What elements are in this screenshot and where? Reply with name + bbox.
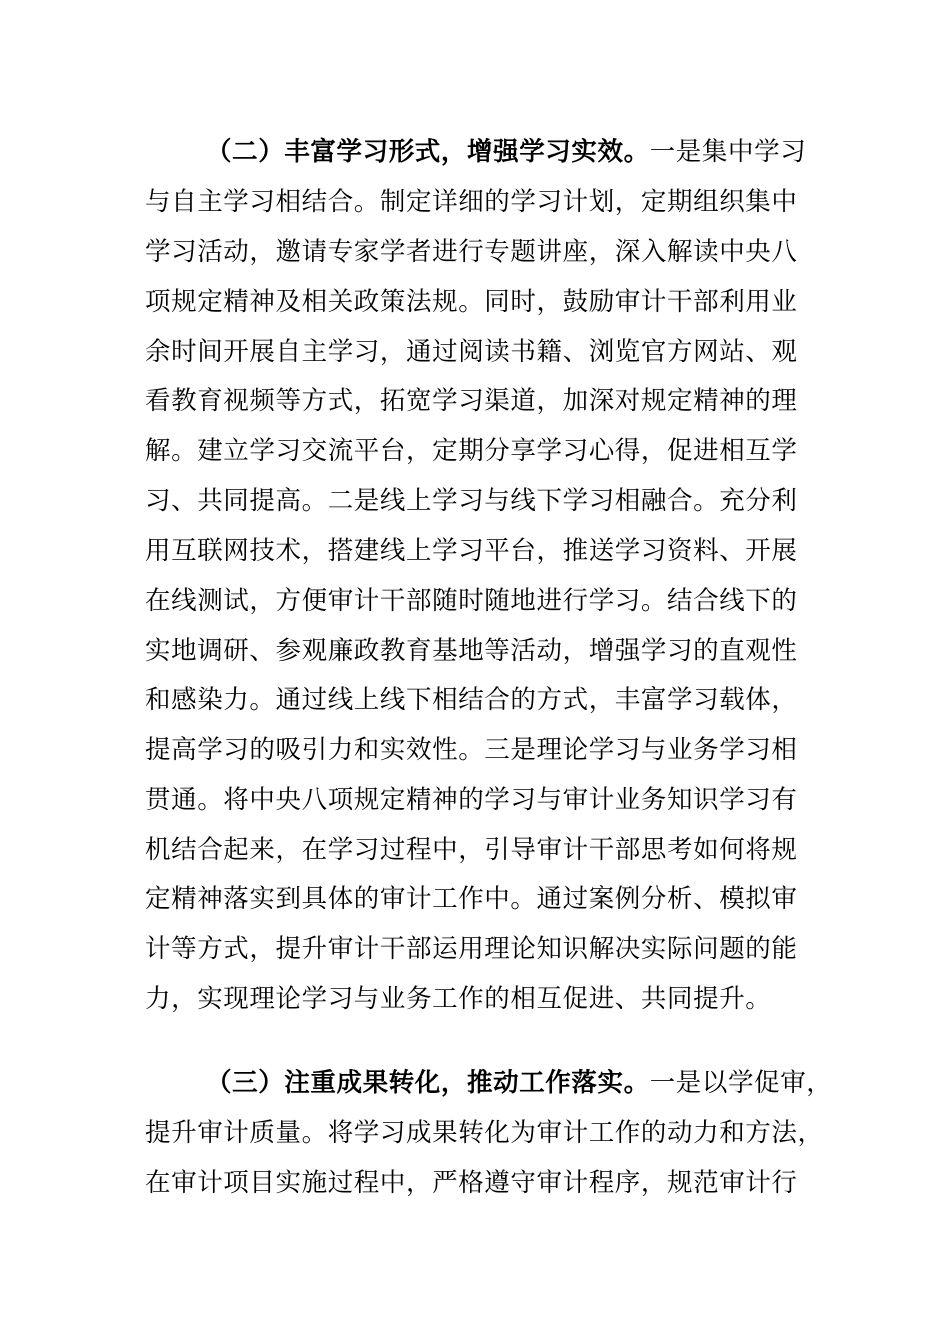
paragraph-1-line-7: 解。建立学习交流平台，定期分享学习心得，促进相互学 <box>145 436 798 466</box>
paragraph-1-line-5: 余时间开展自主学习，通过阅读书籍、浏览官方网站、观 <box>145 337 798 367</box>
paragraph-1-line-3: 学习活动，邀请专家学者进行专题讲座，深入解读中央八 <box>145 237 798 267</box>
section-heading-2: （二）丰富学习形式，增强学习实效。 <box>206 137 650 167</box>
paragraph-1-line-18: 力，实现理论学习与业务工作的相互促进、共同提升。 <box>145 984 772 1014</box>
paragraph-1-line-8: 习、共同提高。二是线上学习与线下学习相融合。充分利 <box>145 486 798 516</box>
paragraph-1-line-4: 项规定精神及相关政策法规。同时，鼓励审计干部利用业 <box>145 287 798 317</box>
paragraph-1-line-17: 计等方式，提升审计干部运用理论知识解决实际问题的能 <box>145 934 798 964</box>
paragraph-1-line-9: 用互联网技术，搭建线上学习平台，推送学习资料、开展 <box>145 536 798 566</box>
paragraph-1-line-1 <box>206 132 806 172</box>
paragraph-1-line-2: 与自主学习相结合。制定详细的学习计划，定期组织集中 <box>145 187 798 217</box>
paragraph-2-line-2: 提升审计质量。将学习成果转化为审计工作的动力和方法， <box>145 1118 824 1148</box>
section-heading-3: （三）注重成果转化，推动工作落实。 <box>206 1068 650 1098</box>
paragraph-1-line-13: 提高学习的吸引力和实效性。三是理论学习与业务学习相 <box>145 735 798 765</box>
paragraph-1-line-10: 在线测试，方便审计干部随时随地进行学习。结合线下的 <box>145 586 798 616</box>
paragraph-1-line-14: 贯通。将中央八项规定精神的学习与审计业务知识学习有 <box>145 785 798 815</box>
paragraph-1-line-6: 看教育视频等方式，拓宽学习渠道，加深对规定精神的理 <box>145 386 798 416</box>
paragraph-1-line-15: 机结合起来，在学习过程中，引导审计干部思考如何将规 <box>145 835 798 865</box>
paragraph-2-line-3: 在审计项目实施过程中，严格遵守审计程序，规范审计行 <box>145 1168 798 1198</box>
line-text: 一是集中学习 <box>649 137 807 167</box>
paragraph-1-line-11: 实地调研、参观廉政教育基地等活动，增强学习的直观性 <box>145 636 798 666</box>
paragraph-1-line-16: 定精神落实到具体的审计工作中。通过案例分析、模拟审 <box>145 884 798 914</box>
line-text: 一是以学促审， <box>649 1068 833 1098</box>
paragraph-2-line-1 <box>206 1063 832 1103</box>
paragraph-1-line-12: 和感染力。通过线上线下相结合的方式，丰富学习载体， <box>145 685 798 715</box>
